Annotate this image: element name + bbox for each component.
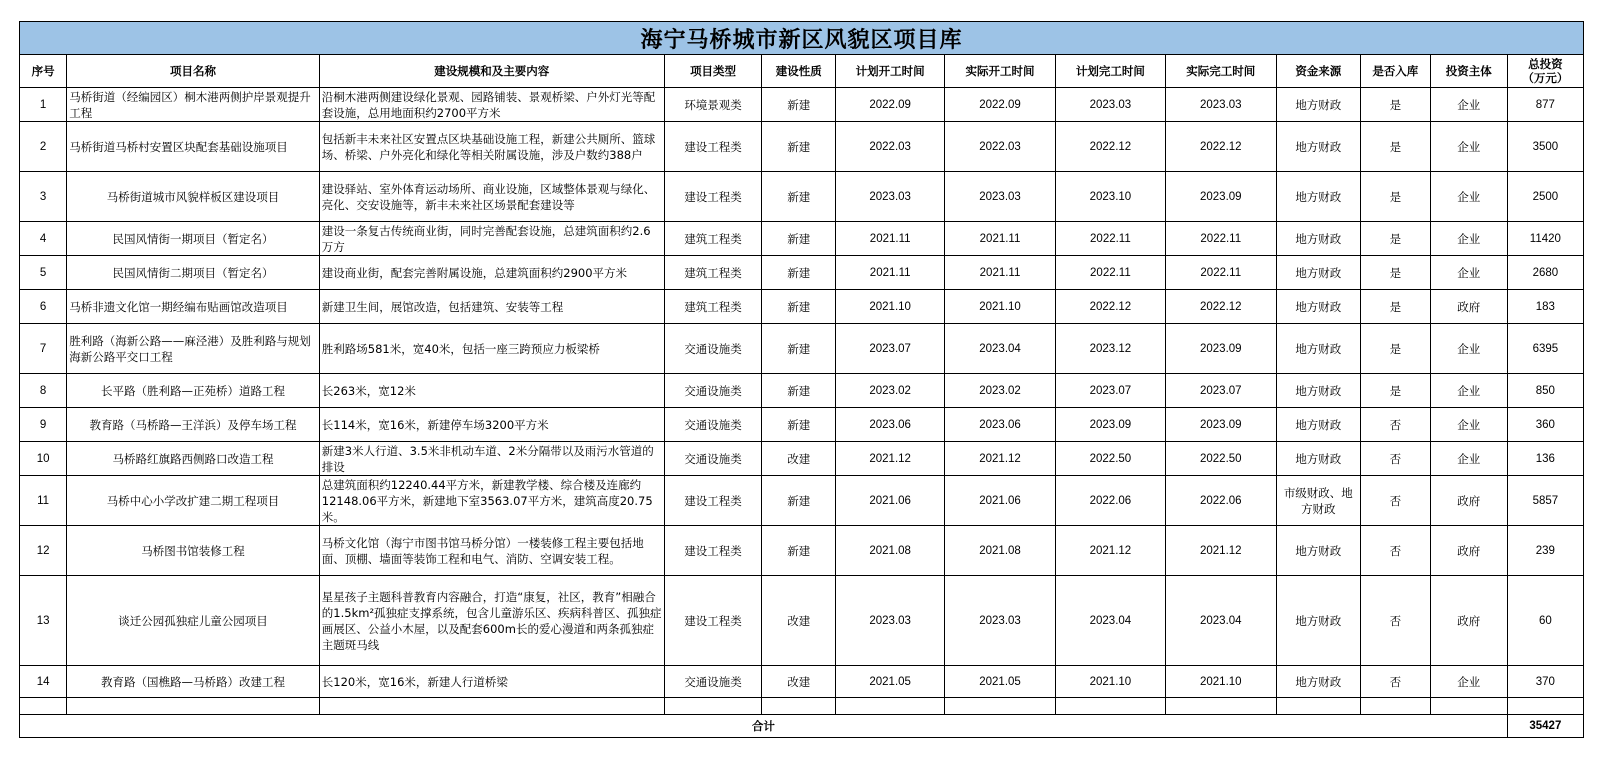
- cell-type: 交通设施类: [664, 374, 762, 408]
- table-row: [20, 408, 1584, 442]
- cell-seq: 11: [20, 476, 67, 526]
- cell-name: 民国风情街二期项目（暂定名）: [67, 256, 320, 290]
- empty-cell: [836, 698, 945, 715]
- cell-investor: 企业: [1430, 324, 1507, 374]
- empty-cell: [1360, 698, 1430, 715]
- cell-plan-end: 2023.12: [1055, 324, 1165, 374]
- cell-in-lib: 是: [1360, 256, 1430, 290]
- cell-nature: 新建: [762, 324, 836, 374]
- cell-seq: 10: [20, 442, 67, 476]
- cell-name: 马桥图书馆装修工程: [67, 526, 320, 576]
- cell-investor: 政府: [1430, 526, 1507, 576]
- cell-seq: 1: [20, 88, 67, 122]
- cell-in-lib: 否: [1360, 576, 1430, 666]
- cell-total: 877: [1507, 88, 1583, 122]
- cell-actual-start: 2021.06: [945, 476, 1056, 526]
- cell-total: 2500: [1507, 172, 1583, 222]
- cell-actual-end: 2023.07: [1165, 374, 1276, 408]
- cell-investor: 企业: [1430, 666, 1507, 698]
- cell-in-lib: 是: [1360, 222, 1430, 256]
- empty-cell: [1165, 698, 1276, 715]
- total-value: 35427: [1507, 715, 1583, 738]
- empty-cell: [762, 698, 836, 715]
- empty-cell: [1055, 698, 1165, 715]
- cell-in-lib: 否: [1360, 666, 1430, 698]
- cell-plan-end: 2022.11: [1055, 222, 1165, 256]
- cell-type: 交通设施类: [664, 324, 762, 374]
- cell-nature: 新建: [762, 122, 836, 172]
- table-row: [20, 526, 1584, 576]
- table-row: [20, 172, 1584, 222]
- cell-in-lib: 是: [1360, 324, 1430, 374]
- cell-type: 交通设施类: [664, 408, 762, 442]
- cell-name: 马桥路红旗路西侧路口改造工程: [67, 442, 320, 476]
- table-row: [20, 290, 1584, 324]
- cell-type: 建设工程类: [664, 172, 762, 222]
- cell-name: 民国风情街一期项目（暂定名）: [67, 222, 320, 256]
- table-title: 海宁马桥城市新区风貌区项目库: [20, 22, 1584, 55]
- cell-actual-end: 2022.06: [1165, 476, 1276, 526]
- cell-name: 马桥中心小学改扩建二期工程项目: [67, 476, 320, 526]
- empty-cell: [1276, 698, 1360, 715]
- cell-actual-end: 2021.12: [1165, 526, 1276, 576]
- table-row: [20, 324, 1584, 374]
- cell-nature: 改建: [762, 666, 836, 698]
- cell-type: 建筑工程类: [664, 222, 762, 256]
- table-row: [20, 374, 1584, 408]
- cell-nature: 改建: [762, 442, 836, 476]
- cell-type: 交通设施类: [664, 666, 762, 698]
- cell-plan-start: 2021.12: [836, 442, 945, 476]
- cell-investor: 企业: [1430, 442, 1507, 476]
- cell-type: 建设工程类: [664, 476, 762, 526]
- cell-total: 850: [1507, 374, 1583, 408]
- cell-in-lib: 否: [1360, 442, 1430, 476]
- cell-actual-start: 2022.09: [945, 88, 1056, 122]
- cell-actual-end: 2023.09: [1165, 408, 1276, 442]
- cell-fund: 地方财政: [1276, 256, 1360, 290]
- cell-plan-end: 2021.12: [1055, 526, 1165, 576]
- header-plan-start: 计划开工时间: [836, 55, 945, 88]
- cell-scope: 总建筑面积约12240.44平方米，新建教学楼、综合楼及连廊约12148.06平方米，新建地下室3563.07平方米，建筑高度20.75米。: [319, 476, 664, 526]
- cell-actual-start: 2021.05: [945, 666, 1056, 698]
- cell-fund: 地方财政: [1276, 324, 1360, 374]
- cell-name: 马桥街道（经编园区）桐木港两侧护岸景观提升工程: [67, 88, 320, 122]
- cell-scope: 长114米，宽16米，新建停车场3200平方米: [319, 408, 664, 442]
- table-row: [20, 88, 1584, 122]
- cell-actual-start: 2023.04: [945, 324, 1056, 374]
- cell-total: 2680: [1507, 256, 1583, 290]
- cell-scope: 星星孩子主题科普教育内容融合，打造“康复，社区，教育”相融合的1.5km²孤独症支撑系统，包含儿童游乐区、疾病科普区、孤独症画展区、公益小木屋，以及配套600m长的爱心漫道和两条孤独症主题斑马线: [319, 576, 664, 666]
- cell-fund: 市级财政、地方财政: [1276, 476, 1360, 526]
- cell-seq: 4: [20, 222, 67, 256]
- empty-cell: [67, 698, 320, 715]
- cell-plan-end: 2022.12: [1055, 122, 1165, 172]
- header-seq: 序号: [20, 55, 67, 88]
- cell-in-lib: 否: [1360, 408, 1430, 442]
- empty-row: [20, 698, 1584, 715]
- cell-in-lib: 是: [1360, 122, 1430, 172]
- empty-cell: [664, 698, 762, 715]
- cell-seq: 14: [20, 666, 67, 698]
- header-name: 项目名称: [67, 55, 320, 88]
- cell-fund: 地方财政: [1276, 88, 1360, 122]
- cell-scope: 建设一条复古传统商业街，同时完善配套设施，总建筑面积约2.6万方: [319, 222, 664, 256]
- cell-plan-end: 2022.06: [1055, 476, 1165, 526]
- cell-scope: 长263米，宽12米: [319, 374, 664, 408]
- cell-actual-end: 2022.12: [1165, 122, 1276, 172]
- cell-plan-end: 2022.12: [1055, 290, 1165, 324]
- cell-actual-start: 2021.08: [945, 526, 1056, 576]
- header-in-lib: 是否入库: [1360, 55, 1430, 88]
- cell-fund: 地方财政: [1276, 526, 1360, 576]
- cell-investor: 企业: [1430, 88, 1507, 122]
- cell-name: 马桥街道马桥村安置区块配套基础设施项目: [67, 122, 320, 172]
- cell-scope: 建设驿站、室外体育运动场所、商业设施，区域整体景观与绿化、亮化、交安设施等，新丰未来社区场景配套建设等: [319, 172, 664, 222]
- cell-actual-end: 2021.10: [1165, 666, 1276, 698]
- cell-scope: 胜利路场581米，宽40米，包括一座三跨预应力板梁桥: [319, 324, 664, 374]
- cell-plan-end: 2023.09: [1055, 408, 1165, 442]
- cell-plan-start: 2021.11: [836, 256, 945, 290]
- cell-plan-start: 2021.08: [836, 526, 945, 576]
- cell-investor: 政府: [1430, 576, 1507, 666]
- cell-actual-end: 2023.04: [1165, 576, 1276, 666]
- cell-nature: 新建: [762, 374, 836, 408]
- cell-name: 教育路（国樵路—马桥路）改建工程: [67, 666, 320, 698]
- header-plan-end: 计划完工时间: [1055, 55, 1165, 88]
- cell-type: 交通设施类: [664, 442, 762, 476]
- cell-total: 360: [1507, 408, 1583, 442]
- cell-investor: 企业: [1430, 374, 1507, 408]
- cell-investor: 政府: [1430, 476, 1507, 526]
- cell-in-lib: 是: [1360, 172, 1430, 222]
- cell-actual-end: 2023.09: [1165, 324, 1276, 374]
- cell-plan-start: 2021.06: [836, 476, 945, 526]
- cell-total: 6395: [1507, 324, 1583, 374]
- cell-in-lib: 是: [1360, 88, 1430, 122]
- cell-actual-start: 2023.06: [945, 408, 1056, 442]
- cell-actual-start: 2021.12: [945, 442, 1056, 476]
- cell-actual-start: 2021.10: [945, 290, 1056, 324]
- cell-scope: 长120米，宽16米，新建人行道桥梁: [319, 666, 664, 698]
- cell-seq: 8: [20, 374, 67, 408]
- cell-actual-start: 2021.11: [945, 256, 1056, 290]
- cell-name: 教育路（马桥路—王洋浜）及停车场工程: [67, 408, 320, 442]
- cell-nature: 新建: [762, 526, 836, 576]
- cell-nature: 新建: [762, 290, 836, 324]
- cell-actual-end: 2023.03: [1165, 88, 1276, 122]
- table-row: [20, 666, 1584, 698]
- cell-plan-start: 2023.02: [836, 374, 945, 408]
- cell-actual-end: 2022.50: [1165, 442, 1276, 476]
- cell-in-lib: 否: [1360, 526, 1430, 576]
- empty-cell: [945, 698, 1056, 715]
- cell-plan-start: 2023.07: [836, 324, 945, 374]
- header-scope: 建设规模和及主要内容: [319, 55, 664, 88]
- cell-nature: 新建: [762, 476, 836, 526]
- cell-plan-start: 2023.06: [836, 408, 945, 442]
- cell-plan-end: 2023.10: [1055, 172, 1165, 222]
- cell-plan-start: 2021.05: [836, 666, 945, 698]
- cell-nature: 新建: [762, 172, 836, 222]
- cell-fund: 地方财政: [1276, 374, 1360, 408]
- header-actual-start: 实际开工时间: [945, 55, 1056, 88]
- cell-nature: 新建: [762, 222, 836, 256]
- cell-fund: 地方财政: [1276, 222, 1360, 256]
- header-total-line1: 总投资: [1528, 57, 1563, 71]
- cell-actual-start: 2021.11: [945, 222, 1056, 256]
- cell-actual-start: 2022.03: [945, 122, 1056, 172]
- header-fund: 资金来源: [1276, 55, 1360, 88]
- header-row: [20, 55, 1584, 88]
- cell-nature: 新建: [762, 256, 836, 290]
- cell-seq: 12: [20, 526, 67, 576]
- cell-actual-start: 2023.03: [945, 576, 1056, 666]
- table-row: [20, 256, 1584, 290]
- cell-type: 建设工程类: [664, 576, 762, 666]
- empty-cell: [1507, 698, 1583, 715]
- cell-investor: 企业: [1430, 172, 1507, 222]
- cell-fund: 地方财政: [1276, 122, 1360, 172]
- cell-actual-end: 2022.11: [1165, 222, 1276, 256]
- header-type: 项目类型: [664, 55, 762, 88]
- cell-name: 谈迁公园孤独症儿童公园项目: [67, 576, 320, 666]
- cell-investor: 企业: [1430, 122, 1507, 172]
- cell-plan-start: 2023.03: [836, 576, 945, 666]
- cell-name: 长平路（胜利路—正苑桥）道路工程: [67, 374, 320, 408]
- cell-scope: 新建卫生间，展馆改造，包括建筑、安装等工程: [319, 290, 664, 324]
- total-row: [20, 715, 1584, 738]
- total-label: 合计: [20, 715, 1508, 738]
- cell-type: 建筑工程类: [664, 256, 762, 290]
- cell-plan-start: 2021.11: [836, 222, 945, 256]
- cell-fund: 地方财政: [1276, 290, 1360, 324]
- cell-scope: 沿桐木港两侧建设绿化景观、园路铺装、景观桥梁、户外灯光等配套设施，总用地面积约2700平方米: [319, 88, 664, 122]
- cell-name: 马桥街道城市风貌样板区建设项目: [67, 172, 320, 222]
- cell-plan-start: 2022.03: [836, 122, 945, 172]
- cell-plan-start: 2021.10: [836, 290, 945, 324]
- header-actual-end: 实际完工时间: [1165, 55, 1276, 88]
- cell-actual-end: 2023.09: [1165, 172, 1276, 222]
- cell-type: 建设工程类: [664, 122, 762, 172]
- cell-seq: 6: [20, 290, 67, 324]
- cell-investor: 企业: [1430, 256, 1507, 290]
- header-total: [1507, 55, 1583, 88]
- cell-in-lib: 是: [1360, 290, 1430, 324]
- header-nature: 建设性质: [762, 55, 836, 88]
- cell-type: 建筑工程类: [664, 290, 762, 324]
- table-row: [20, 222, 1584, 256]
- cell-fund: 地方财政: [1276, 666, 1360, 698]
- cell-seq: 13: [20, 576, 67, 666]
- cell-actual-end: 2022.12: [1165, 290, 1276, 324]
- project-table: [19, 21, 1584, 738]
- cell-total: 11420: [1507, 222, 1583, 256]
- empty-cell: [20, 698, 67, 715]
- cell-scope: 新建3米人行道、3.5米非机动车道、2米分隔带以及雨污水管道的排设: [319, 442, 664, 476]
- cell-actual-end: 2022.11: [1165, 256, 1276, 290]
- cell-fund: 地方财政: [1276, 408, 1360, 442]
- cell-total: 183: [1507, 290, 1583, 324]
- cell-total: 3500: [1507, 122, 1583, 172]
- header-total-line2: （万元）: [1522, 71, 1569, 85]
- cell-type: 环境景观类: [664, 88, 762, 122]
- cell-actual-start: 2023.03: [945, 172, 1056, 222]
- cell-scope: 建设商业街，配套完善附属设施，总建筑面积约2900平方米: [319, 256, 664, 290]
- cell-plan-end: 2022.11: [1055, 256, 1165, 290]
- cell-nature: 改建: [762, 576, 836, 666]
- table-row: [20, 122, 1584, 172]
- cell-scope: 马桥文化馆（海宁市图书馆马桥分馆）一楼装修工程主要包括地面、顶棚、墙面等装饰工程和电气、消防、空调安装工程。: [319, 526, 664, 576]
- cell-investor: 企业: [1430, 222, 1507, 256]
- cell-seq: 2: [20, 122, 67, 172]
- cell-investor: 政府: [1430, 290, 1507, 324]
- cell-seq: 9: [20, 408, 67, 442]
- cell-plan-start: 2023.03: [836, 172, 945, 222]
- cell-actual-start: 2023.02: [945, 374, 1056, 408]
- cell-investor: 企业: [1430, 408, 1507, 442]
- table-row: [20, 576, 1584, 666]
- cell-total: 239: [1507, 526, 1583, 576]
- table-row: [20, 476, 1584, 526]
- cell-plan-start: 2022.09: [836, 88, 945, 122]
- cell-plan-end: 2023.03: [1055, 88, 1165, 122]
- empty-cell: [319, 698, 664, 715]
- cell-nature: 新建: [762, 408, 836, 442]
- cell-nature: 新建: [762, 88, 836, 122]
- cell-total: 136: [1507, 442, 1583, 476]
- cell-seq: 7: [20, 324, 67, 374]
- cell-plan-end: 2023.07: [1055, 374, 1165, 408]
- cell-seq: 5: [20, 256, 67, 290]
- cell-fund: 地方财政: [1276, 172, 1360, 222]
- cell-in-lib: 否: [1360, 476, 1430, 526]
- cell-scope: 包括新丰未来社区安置点区块基础设施工程，新建公共厕所、篮球场、桥梁、户外亮化和绿化等相关附属设施，涉及户数约388户: [319, 122, 664, 172]
- cell-plan-end: 2021.10: [1055, 666, 1165, 698]
- cell-name: 马桥非遗文化馆一期经编布贴画馆改造项目: [67, 290, 320, 324]
- cell-type: 建设工程类: [664, 526, 762, 576]
- cell-plan-end: 2023.04: [1055, 576, 1165, 666]
- cell-total: 370: [1507, 666, 1583, 698]
- header-investor: 投资主体: [1430, 55, 1507, 88]
- cell-total: 60: [1507, 576, 1583, 666]
- table-row: [20, 442, 1584, 476]
- cell-in-lib: 是: [1360, 374, 1430, 408]
- cell-seq: 3: [20, 172, 67, 222]
- empty-cell: [1430, 698, 1507, 715]
- cell-fund: 地方财政: [1276, 442, 1360, 476]
- cell-fund: 地方财政: [1276, 576, 1360, 666]
- cell-name: 胜利路（海新公路——麻泾港）及胜利路与规划海新公路平交口工程: [67, 324, 320, 374]
- cell-plan-end: 2022.50: [1055, 442, 1165, 476]
- cell-total: 5857: [1507, 476, 1583, 526]
